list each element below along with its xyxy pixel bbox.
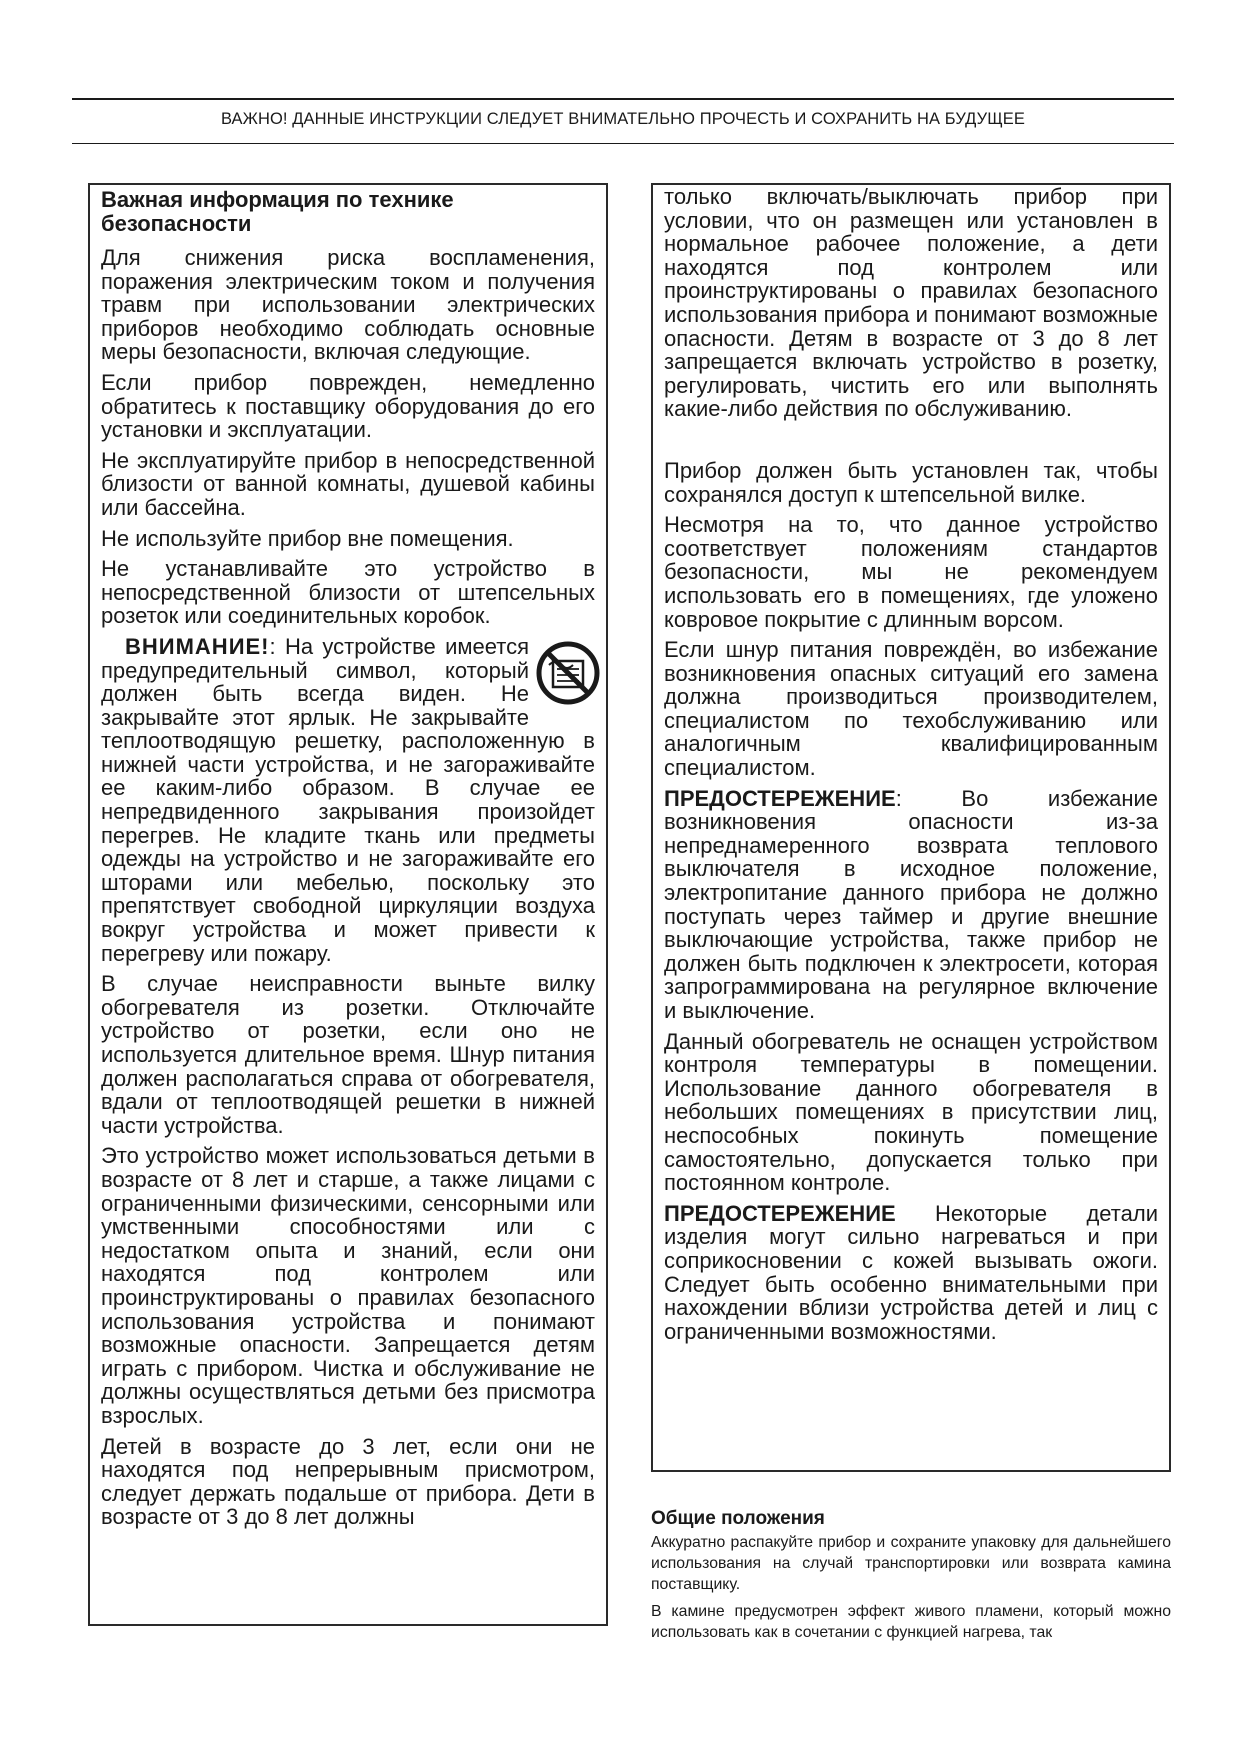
safety-box-left	[88, 183, 608, 1626]
safety-heading: Важная информация по технике безопасности	[101, 187, 454, 236]
safety-paragraph: Не устанавливайте это устройство в непосредственной близости от штепсельных розеток или соединительных коробок.	[101, 556, 595, 629]
safety-paragraph: Если шнур питания повреждён, во избежание возникновения опасных ситуаций его замена должна производиться производителем, специалистом по техобслуживанию или аналогичным квалифицированным специалистом.	[664, 637, 1158, 781]
general-section	[651, 1508, 1171, 1649]
caution-paragraph	[664, 1202, 1158, 1344]
header-rule-top	[72, 98, 1174, 100]
caution-label: ПРЕДОСТЕРЕЖЕНИЕ	[664, 785, 896, 811]
warning-text: : На устройстве имеется предупредительный символ, который должен быть всегда виден. Не закрывайте этот ярлык. Не закрывайте теплоотводящую решетку, расположенную в нижней части устройства, и не загораживайте ее каким-либо образом. В случае ее непредвиденного закрывания произойдет перегрев. Не кладите ткань или предметы одежды на устройство и не загораживайте его шторами или мебелью, поскольку это препятствует свободной циркуляции воздуха вокруг устройства и может привести к перегреву или пожару.	[101, 633, 595, 966]
safety-paragraph: Не эксплуатируйте прибор в непосредственной близости от ванной комнаты, душевой кабины или бассейна.	[101, 447, 595, 520]
caution-text: : Во избежание возникновения опасности из-за непреднамеренного возврата теплового выключателя в исходное положение, электропитание данного прибора не должно поступать через таймер и другие внешние выключающие устройства, также прибор не должен быть подключен к электросети, которая запрограммирована на регулярное включение и выключение.	[664, 785, 1158, 1023]
warning-label: ВНИМАНИЕ!	[125, 633, 270, 659]
header-rule-bottom	[72, 143, 1174, 144]
safety-box-right	[651, 183, 1171, 1472]
general-heading: Общие положения	[651, 1508, 825, 1529]
safety-paragraph: Не используйте прибор вне помещения.	[101, 525, 514, 551]
safety-paragraph: Это устройство может использоваться детьми в возрасте от 8 лет и старше, а также лицами с ограниченными физическими, сенсорными или умственными способностями или с недостатком опыта и знаний, если они находятся под контролем или проинструктированы о правилах безопасного использования устройства и понимают возможные опасности. Запрещается детям играть с прибором. Чистка и обслуживание не должны осуществляться детьми без присмотра взрослых.	[101, 1143, 595, 1428]
safety-paragraph: Данный обогреватель не оснащен устройством контроля температуры в помещении. Использование данного обогревателя в небольших помещениях в присутствии лиц, неспособных покинуть помещение самостоятельно, допускается только при постоянном контроле.	[664, 1028, 1158, 1196]
safety-paragraph: Прибор должен быть установлен так, чтобы сохранялся доступ к штепсельной вилке.	[664, 457, 1158, 507]
general-paragraph: В камине предусмотрен эффект живого пламени, который можно использовать как в сочетании с функцией нагрева, так	[651, 1603, 1171, 1641]
caution-text: Некоторые детали изделия могут сильно нагреваться и при соприкосновении с кожей вызывать ожоги. Следует быть особенно внимательными при нахождении вблизи устройства детей и лиц с ограниченными возможностями.	[664, 1200, 1158, 1344]
general-paragraph: Аккуратно распакуйте прибор и сохраните упаковку для дальнейшего использования на случай транспортировки или возврата камина поставщику.	[651, 1534, 1171, 1593]
page-header: ВАЖНО! ДАННЫЕ ИНСТРУКЦИИ СЛЕДУЕТ ВНИМАТЕЛЬНО ПРОЧЕСТЬ И СОХРАНИТЬ НА БУДУЩЕЕ	[220, 110, 1026, 128]
caution-label: ПРЕДОСТЕРЕЖЕНИЕ	[664, 1200, 896, 1226]
do-not-cover-icon	[535, 639, 601, 707]
caution-paragraph	[664, 787, 1158, 1023]
warning-paragraph	[101, 635, 595, 965]
safety-paragraph: Для снижения риска воспламенения, поражения электрическим током и получения травм при использовании электрических приборов необходимо соблюдать основные меры безопасности, включая следующие.	[101, 245, 595, 365]
safety-paragraph: В случае неисправности выньте вилку обогревателя из розетки. Отключайте устройство от розетки, если оно не используется длительное время. Шнур питания должен располагаться справа от обогревателя, вдали от теплоотводящей решетки в нижней части устройства.	[101, 971, 595, 1138]
safety-paragraph: Если прибор поврежден, немедленно обратитесь к поставщику оборудования до его установки и эксплуатации.	[101, 369, 595, 443]
safety-paragraph: Несмотря на то, что данное устройство соответствует положениям стандартов безопасности, мы не рекомендуем использовать его в помещениях, где уложено ковровое покрытие с длинным ворсом.	[664, 512, 1158, 632]
safety-paragraph: Детей в возрасте до 3 лет, если они не находятся под непрерывным присмотром, следует держать подальше от прибора. Дети в возрасте от 3 до 8 лет должны	[101, 1433, 595, 1530]
safety-paragraph: только включать/выключать прибор при условии, что он размещен или установлен в нормальное рабочее положение, а дети находятся под контролем или проинструктированы о правилах безопасного использования прибора и понимают возможные опасности. Детям в возрасте от 3 до 8 лет запрещается включать устройство в розетку, регулировать, чистить его или выполнять какие-либо действия по обслуживанию.	[664, 184, 1158, 422]
